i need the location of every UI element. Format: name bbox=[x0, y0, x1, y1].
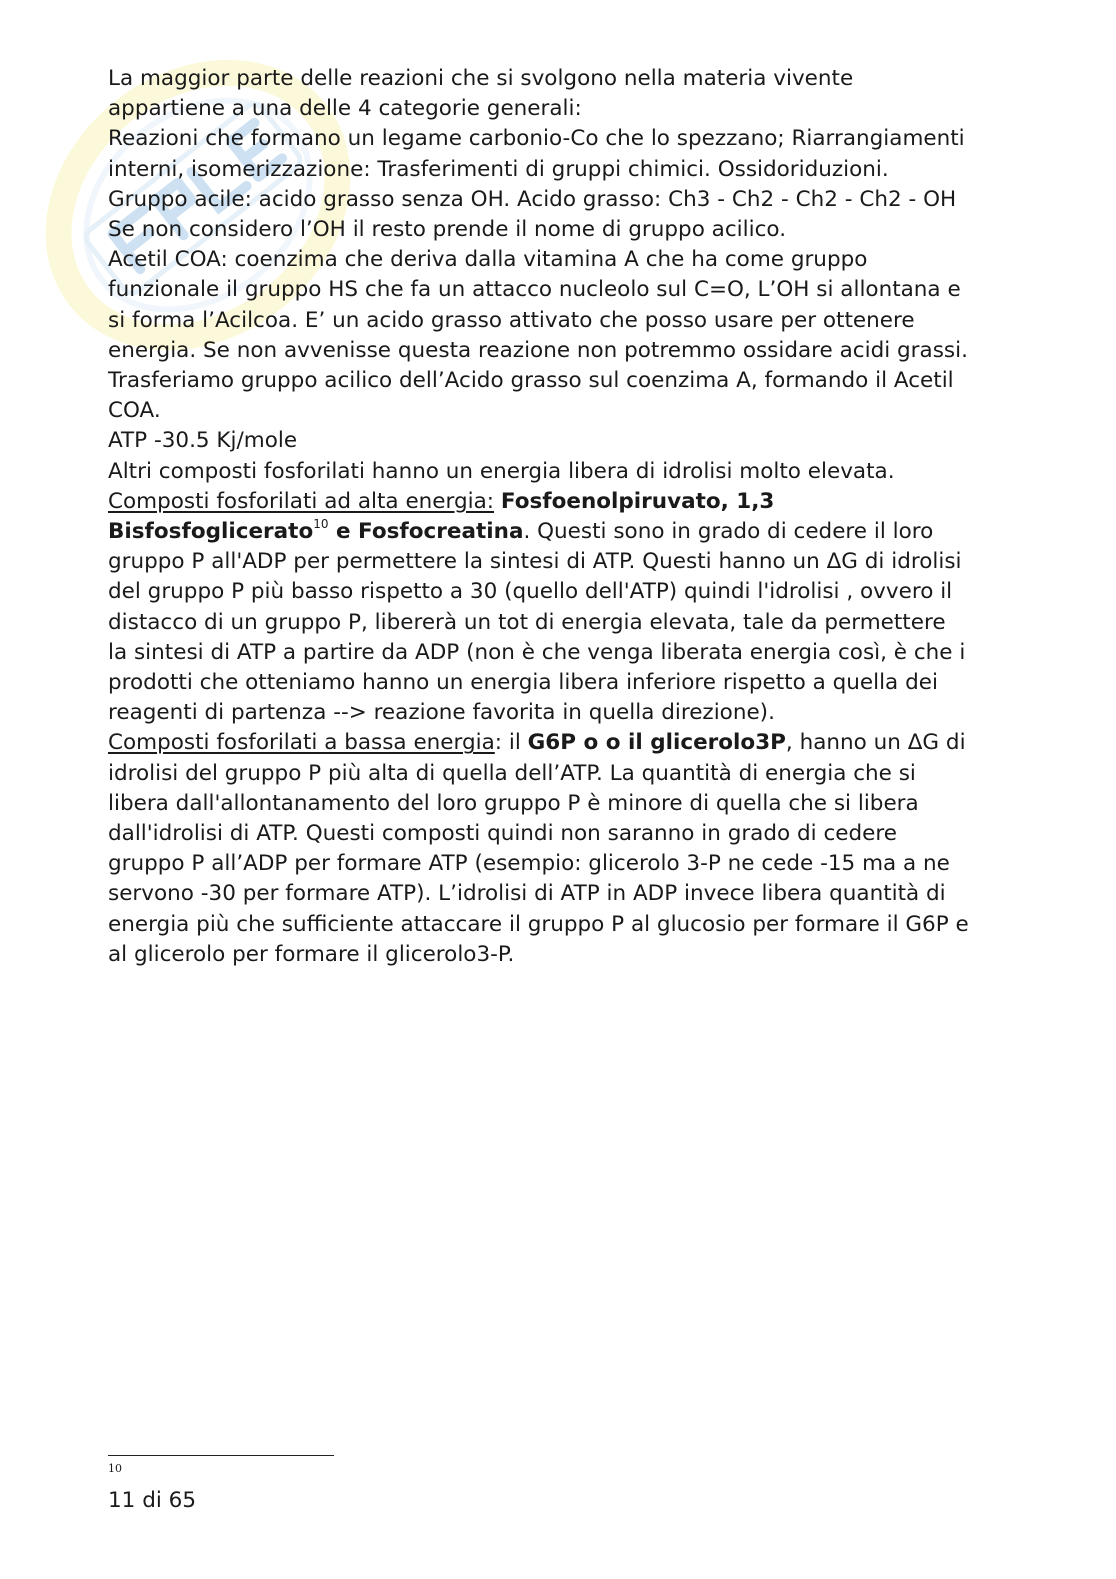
text-line: prodotti che otteniamo hanno un energia libera inferiore rispetto a quella dei bbox=[108, 670, 938, 696]
high-energy-compound: e Fosfocreatina bbox=[328, 519, 524, 545]
page-body bbox=[108, 64, 1014, 970]
high-energy-heading-line bbox=[108, 487, 1014, 517]
text-line: energia. Se non avvenisse questa reazione non potremmo ossidare acidi grassi. bbox=[108, 337, 968, 363]
text-line: Se non considero l’OH il resto prende il nome di gruppo acilico. bbox=[108, 217, 787, 243]
text-line: la sintesi di ATP a partire da ADP (non è che venga liberata energia così, è che i bbox=[108, 639, 966, 665]
high-energy-compound: Bisfosfoglicerato bbox=[108, 519, 314, 545]
text-line bbox=[108, 517, 1014, 547]
footnote-number: 10 bbox=[108, 1462, 122, 1475]
text-line: idrolisi del gruppo P più alta di quella dell’ATP. La quantità di energia che si bbox=[108, 760, 916, 786]
text-line: funzionale il gruppo HS che fa un attacco nucleolo sul C=O, L’OH si allontana e bbox=[108, 277, 961, 303]
text-line: del gruppo P più basso rispetto a 30 (quello dell'ATP) quindi l'idrolisi , ovvero il bbox=[108, 579, 953, 605]
text-line: si forma l’Acilcoa. E’ un acido grasso attivato che posso usare per ottenere bbox=[108, 307, 915, 333]
low-energy-heading-line bbox=[108, 728, 1014, 758]
text-line: servono -30 per formare ATP). L’idrolisi di ATP in ADP invece libera quantità di bbox=[108, 881, 946, 907]
text-line: gruppo P all’ADP per formare ATP (esempio: glicerolo 3-P ne cede -15 ma a ne bbox=[108, 851, 950, 877]
text-fragment: : il bbox=[494, 730, 528, 756]
text-line: interni, isomerizzazione: Trasferimenti di gruppi chimici. Ossidoriduzioni. bbox=[108, 156, 889, 182]
low-energy-compounds: G6P o o il glicerolo3P bbox=[527, 730, 786, 756]
text-line: Acetil COA: coenzima che deriva dalla vitamina A che ha come gruppo bbox=[108, 247, 868, 273]
text-line: ATP -30.5 Kj/mole bbox=[108, 428, 298, 454]
text-line: dall'idrolisi di ATP. Questi composti quindi non saranno in grado di cedere bbox=[108, 821, 897, 847]
text-line: Gruppo acile: acido grasso senza OH. Acido grasso: Ch3 - Ch2 - Ch2 - Ch2 - OH bbox=[108, 186, 957, 212]
footnote-ref: 10 bbox=[313, 516, 329, 531]
text-line: Reazioni che formano un legame carbonio-Co che lo spezzano; Riarrangiamenti bbox=[108, 126, 965, 152]
text-line: Altri composti fosforilati hanno un energia libera di idrolisi molto elevata. bbox=[108, 458, 895, 484]
high-energy-compounds: Fosfoenolpiruvato, 1,3 bbox=[500, 488, 775, 514]
high-energy-heading: Composti fosforilati ad alta energia: bbox=[108, 488, 495, 514]
page-number: 11 di 65 bbox=[108, 1488, 197, 1513]
text-line: La maggior parte delle reazioni che si svolgono nella materia vivente bbox=[108, 66, 854, 91]
text-line: libera dall'allontanamento del loro gruppo P è minore di quella che si libera bbox=[108, 790, 919, 816]
text-line: gruppo P all'ADP per permettere la sintesi di ATP. Questi hanno un ΔG di idrolisi bbox=[108, 549, 962, 575]
text-line: al glicerolo per formare il glicerolo3-P. bbox=[108, 941, 515, 967]
text-line: reagenti di partenza --> reazione favorita in quella direzione). bbox=[108, 700, 775, 726]
text-line: energia più che sufficiente attaccare il gruppo P al glucosio per formare il G6P e bbox=[108, 911, 969, 937]
text-fragment: . Questi sono in grado di cedere il loro bbox=[523, 519, 934, 545]
text-fragment: , hanno un ΔG di bbox=[785, 730, 966, 756]
text-line: appartiene a una delle 4 categorie generali: bbox=[108, 96, 582, 122]
footnote-separator bbox=[108, 1455, 334, 1456]
low-energy-heading: Composti fosforilati a bassa energia bbox=[108, 730, 495, 756]
text-line: distacco di un gruppo P, libererà un tot di energia elevata, tale da permettere bbox=[108, 609, 946, 635]
text-line: COA. bbox=[108, 398, 161, 424]
text-line: Trasferiamo gruppo acilico dell’Acido grasso sul coenzima A, formando il Acetil bbox=[108, 368, 954, 394]
